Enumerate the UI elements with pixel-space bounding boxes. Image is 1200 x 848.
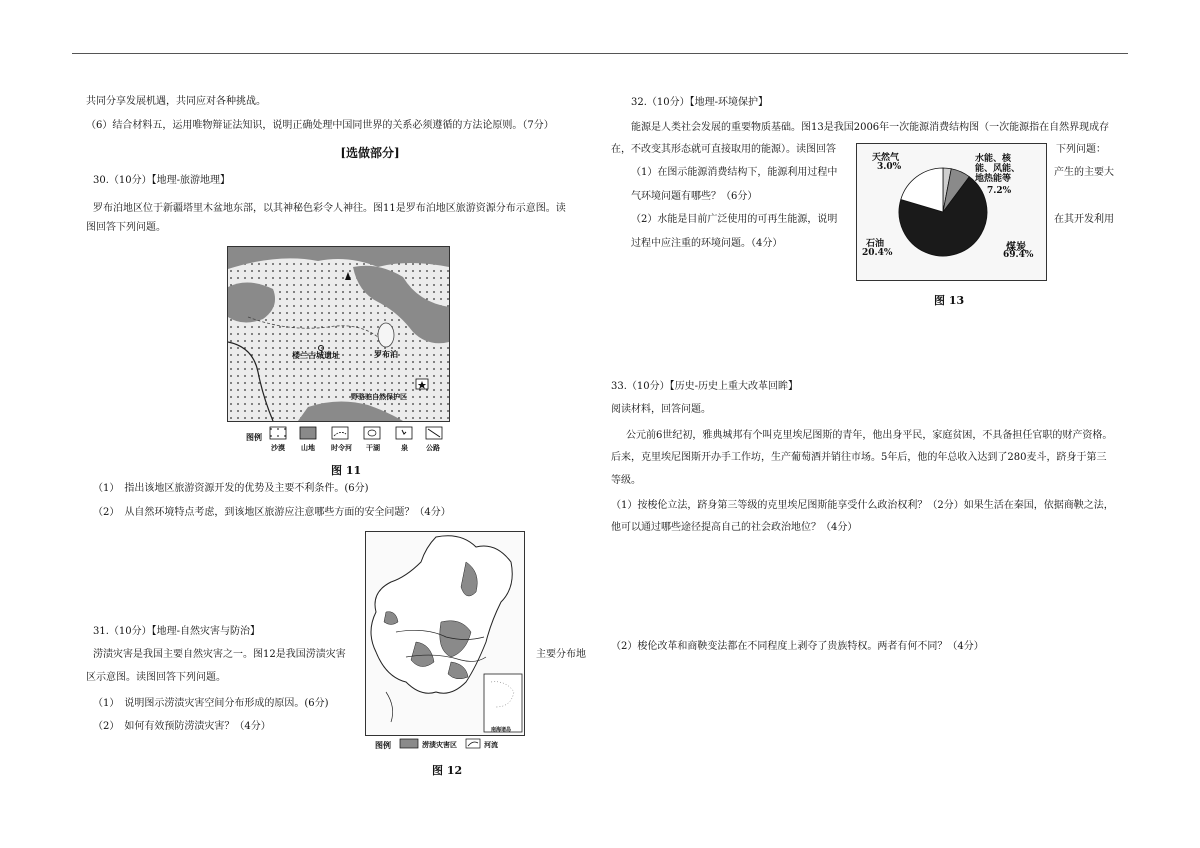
q33-heading: 33.（10分）【历史-历史上重大改革回眸】 (611, 381, 799, 392)
china-flood-map (365, 531, 525, 736)
fig11-legend-title: 图例 (246, 432, 262, 442)
q32-sub1: （1）在图示能源消费结构下，能源利用过程中 (631, 167, 838, 178)
legend-mountain: 山地 (301, 443, 315, 452)
lop-nur-map (227, 246, 450, 422)
pie-label-oil: 石油 (866, 239, 885, 249)
map-label-reserve: 野骆驼自然保护区 (351, 392, 407, 401)
lop-nur-map-graphic (228, 247, 449, 421)
legend-seasonal-river: 时令河 (331, 443, 352, 452)
q31-paragraph-cont: 区示意图。读图回答下列问题。 (86, 672, 226, 683)
q32-heading: 32.（10分）【地理-环境保护】 (631, 97, 769, 108)
pie-value-coal: 69.4% (1003, 250, 1034, 260)
pie-label-coal: 煤炭 (1006, 242, 1026, 253)
q30-heading: 30.（10分）【地理-旅游地理】 (93, 175, 231, 186)
legend-dry-lake: 干湖 (366, 443, 380, 452)
fig12-legend-flood: 涝渍灾害区 (422, 740, 457, 749)
q32-paragraph: 能源是人类社会发展的重要物质基础。图13是我国2006年一次能源消费结构图（一次能源指在自然界现成存 (631, 122, 1110, 133)
text-line: 共同分享发展机遇，共同应对各种挑战。 (86, 96, 266, 107)
pie-value-gas: 3.0% (877, 162, 902, 172)
map-label-loulan: 楼兰古城遗址 (292, 350, 340, 360)
q32-paragraph-right: 下列问题： (1056, 144, 1106, 155)
fig12-caption: 图 12 (432, 764, 463, 777)
q30-sub1: （1） 指出该地区旅游资源开发的优势及主要不利条件。(6分) (93, 483, 369, 494)
q31-heading: 31.（10分）【地理-自然灾害与防治】 (93, 626, 261, 637)
legend-desert: 沙漠 (271, 443, 285, 452)
china-flood-map-graphic (366, 532, 524, 735)
q31-paragraph: 涝渍灾害是我国主要自然灾害之一。图12是我国涝渍灾害 (93, 649, 346, 660)
q32-sub1-cont: 气环境问题有哪些？（6分） (631, 191, 758, 202)
fig11-caption: 图 11 (331, 464, 362, 477)
q32-paragraph-cont: 在，不改变其形态就可直接取用的能源）。读图回答 (611, 144, 836, 155)
pie-label-renewables-line: 水能、核 (975, 154, 1012, 164)
q33-sub2: （2）梭伦改革和商鞅变法都在不同程度上剥夺了贵族特权。两者有何不同？（4分） (611, 641, 984, 652)
pie-label-renewables-line: 能、风能、 (975, 164, 1021, 174)
q32-sub1-right: 产生的主要大 (1054, 167, 1114, 178)
q33-material-cont: 后来，克里埃尼图斯开办手工作坊，生产葡萄酒并销往市场。5年后，他的年总收入达到了280麦斗，跻身于第三 (611, 452, 1107, 463)
fig12-legend-river: 河流 (484, 740, 498, 749)
q30-paragraph-cont: 图回答下列问题。 (86, 222, 166, 233)
q33-material: 公元前6世纪初，雅典城邦有个叫克里埃尼图斯的青年，他出身平民，家庭贫困，不具备担任官职的财产资格。 (626, 430, 1113, 441)
q33-sub1-cont: 他可以通过哪些途径提高自己的社会政治地位？（4分） (611, 522, 858, 533)
pie-value-renewables: 7.2% (987, 186, 1012, 196)
pie-label-renewables-line: 地热能等 (975, 174, 1012, 184)
fig12-legend-title: 图例 (375, 740, 391, 750)
q32-sub2-right: 在其开发利用 (1054, 214, 1114, 225)
q32-sub2-cont: 过程中应注重的环境问题。（4分） (631, 238, 783, 249)
q30-paragraph: 罗布泊地区位于新疆塔里木盆地东部，以其神秘色彩令人神往。图11是罗布泊地区旅游资源分布示意图。读 (93, 203, 566, 214)
legend-spring: 泉 (401, 443, 408, 452)
q33-prompt: 阅读材料，回答问题。 (611, 404, 711, 415)
pie-label-gas: 天然气 (872, 153, 900, 163)
section-title: [选做部分] (340, 146, 400, 160)
q32-sub2: （2）水能是目前广泛使用的可再生能源，说明 (631, 214, 838, 225)
header-rule (72, 53, 1128, 54)
q31-sub1: （1） 说明图示涝渍灾害空间分布形成的原因。(6分) (93, 698, 329, 709)
q31-sub2: （2） 如何有效预防涝渍灾害？（4分） (93, 721, 271, 732)
pie-value-oil: 20.4% (862, 248, 893, 258)
fig13-caption: 图 13 (934, 294, 965, 307)
map-label-lop-nur: 罗布泊 (374, 349, 398, 359)
inset-label: 南海诸岛 (491, 727, 512, 733)
q31-paragraph-right: 主要分布地 (536, 649, 586, 660)
q33-sub1: （1）按梭伦立法，跻身第三等级的克里埃尼图斯能享受什么政治权利？（2分）如果生活在秦国，依据商鞅之法， (611, 500, 1114, 511)
energy-pie-chart (856, 143, 1047, 281)
pie-label-renewables (975, 154, 1020, 184)
q30-sub2: （2） 从自然环境特点考虑，到该地区旅游应注意哪些方面的安全问题？（4分） (93, 507, 451, 518)
question-29-6: （6）结合材料五，运用唯物辩证法知识，说明正确处理中国同世界的关系必须遵循的方法论原则。（7分） (86, 120, 554, 131)
fig11-legend-swatches (268, 426, 444, 442)
q33-material-end: 等级。 (611, 475, 641, 486)
legend-road: 公路 (426, 443, 440, 452)
